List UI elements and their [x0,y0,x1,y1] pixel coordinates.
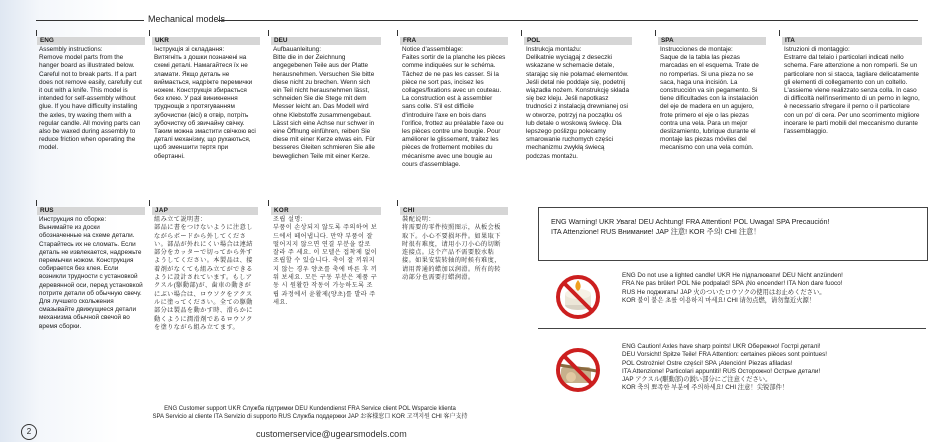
instructions-fra [400,37,508,187]
page-number: 2 [21,424,37,440]
header-rule-right [218,20,918,21]
instructions-pol [524,37,632,187]
corner-tick [655,30,656,36]
candle-warning-line: RUS Не поджигать! JAP 火のついたロウソクの使用はお止めください。 [622,288,826,296]
instructions-text: Instrukcja montażu: Delikatnie wyciągaj z deseczki wskazane w schemacie detale, starając się nie połamać elementów. Jeśli detal nie poddaje się, podetnij wiązadła nożem. Konstrukcję składa się bez kleju. Jeśli napotkasz trudności z instalacją drewnianej osi w otworze, potrzyj na początku oś lub detale o woskową świecę. Dla lepszego poślizgu polecamy smarowanie ruchomych części mechanizmu zwykłą świecą podczas montażu. [526,46,630,160]
axle-warning-line: POL Ostrożnie! Ostre części! SPA ¡Atención! Piezas afiladas! [622,359,793,367]
corner-tick [268,200,269,206]
divider [538,328,926,329]
corner-tick [36,30,37,36]
corner-tick [268,30,269,36]
lang-label: POL [524,37,632,45]
instructions-text: 裝配说明： 将需要的零件按照图示，从板会板取下。小心不要损坏件。如果取下时很有难度，请用小刀小心的切断连接点。这个产品不需要胶水粘接。如果安装转轴的时候有难度，请用普通的蜡加以润滑。所有的转动部分也需要打蜡润滑。 [402,216,501,282]
axle-warning-line: KOR 축의 뾰족한 부분에 주의하세요! CHI 注意！尖锐部件！ [622,384,789,392]
warning-line: ITA Attenzione! RUS Внимание! JAP 注意! KOR 주의! CHI 注意！ [551,227,761,236]
support-line: SPA Servicio al cliente ITA Servizio di supporto RUS Служба поддержки JAP お客様窓口 KOR 고객지원 CHI 客户支持 [152,414,468,420]
lang-label: ITA [782,37,922,45]
corner-tick [149,200,150,206]
section-title: Mechanical models [148,14,226,24]
candle-warning-line: FRA Ne pas brûler! POL Nie podpalać! SPA ¡No encender! ITA Non dare fuoco! [622,280,843,288]
instructions-ukr [152,37,260,187]
instructions-jap [152,207,258,377]
corner-tick [397,30,398,36]
corner-tick [36,200,37,206]
candle-warning-line: KOR 불이 붙은 초를 이용하지 마세요! CHI 请勿点燃，请勿靠近火源！ [622,296,816,304]
instructions-rus [37,207,145,377]
lang-label: RUS [37,207,145,215]
lang-label: FRA [400,37,508,45]
instructions-text: Інструкція зі складання: Витягніть з дошки позначені на схемі деталі. Намагайтеся їх не зламати. Якщо деталь не виймається, надріжте перемички ножем. Конструкція збирається без клею. У разі виникнення труднощів з протягуванням зубочистки (вісі) в отвір, потріть зубочистку об звичайну свічку. Таким можна змастити свічкою всі деталі механізму, що рухаються, щоб зменшити тертя при обертанні. [154,46,256,160]
corner-tick [149,30,150,36]
lang-label: ENG [37,37,145,45]
instructions-text: Assembly instructions: Remove model parts from the hanger board as illustrated below. Careful not to break parts. If a part does not remove easily, carefully cut it out with a knife. This model is intended for self-assembly without glue. If you have difficulty installing the axles, try waxing them with a regular candle. All moving parts can also be waxed during assembly to reduce friction when operating the model. [39,46,142,152]
instructions-text: Notice d'assemblage: Faites sortir de la planche les pièces comme indiquées sur le schéma. Tâchez de ne pas les casser. Si la pièce ne sort pas, incisez les collages/fixations avec un couteau. La construction est à assembler sans colle. S'il est difficile d'introduire l'axe en bois dans l'orifice, frottez au préalable l'axe ou les pièces contre une bougie. Pour améliorer le glissement, traitez les pièces de frottement mobiles du mécanisme avec une bougie au cours d'assemblage. [402,46,506,168]
axle-warning-line: ITA Attenzione! Particolari appuntiti! RUS Осторожно! Острые детали! [622,367,821,375]
warning-line: ENG Warning! UKR Увага! DEU Achtung! FRA Attention! POL Uwaga! SPA Precaución! [551,217,830,226]
lang-label: CHI [400,207,508,215]
axle-warning-line: DEU Vorsicht! Spitze Teile! FRA Attention: certaines pièces sont pointues! [622,351,827,359]
customer-support [90,405,530,421]
instructions-kor [271,207,381,377]
axle-warning-line: ENG Caution! Axles have sharp points! UKR Обережно! Гострі деталі! [622,343,821,350]
sharp-axle-icon [553,345,603,395]
instructions-chi [400,207,508,377]
candle-warning [622,272,922,305]
lang-label: SPA [658,37,766,45]
instructions-deu [271,37,381,187]
instructions-eng [37,37,145,187]
header-rule-left [36,20,144,21]
warning-heading [551,217,921,237]
instructions-text: Instrucciones de montaje: Saque de la tabla las piezas marcadas en el esquema. Trate de no romperlas. Si una pieza no se saca, haga una incisión. La construcción va sin pegamento. Si tiene dificultades con la instalación del eje de madera en un agujero, frote primero el eje o las piezas contra una vela. Para un mejor deslizamiento, lubrique durante el montaje las piezas móviles del mecanismo con una vela común. [660,46,759,152]
no-flame-icon [553,272,603,322]
corner-tick [779,30,780,36]
instructions-text: Istruzioni di montaggio: Estrarre dal telaio i particolari indicati nello schema. Fare attenzione a non romperli. Se un particolare non si stacca, tagliare delicatamente gli elementi di collegamento con un coltello. L'assieme viene realizzato senza colla. In caso di difficoltà nell'inserimento di un perno in legno, è necessario sfregare il perno o il particolare con un po' di cera. Per uno scorrimento migliore incerare le parti mobili del meccanismo durante l'assemblaggio. [784,46,920,136]
axle-warning [622,343,922,393]
support-line: ENG Customer support UKR Служба підтримки DEU Kundendienst FRA Service client POL Wsparcie klienta [164,406,456,412]
axle-warning-line: JAP アクスル(駆動部)の鋭い部分にご注意ください。 [622,376,772,384]
instructions-text: Aufbauanleitung: Bitte die in der Zeichnung angegebenen Teile aus der Platte herausnehmen. Versuchen Sie bitte diese nicht zu brechen. Wenn sich ein Teil nicht herausnehmen lässt, schneiden Sie die Stege mit dem Messer leicht an. Das Modell wird ohne Klebstoffe zusammengebaut. Lässt sich eine Achse nur schwer in eine Öffnung einführen, reiben Sie diese mit einer Kerze etwas ein. Für besseres Gleiten schmieren Sie alle beweglichen Teile mit einer Kerze. [273,46,375,160]
warning-box [538,207,928,261]
instructions-text: 조립 설명: 부품이 손상되지 않도록 주의하여 보드에서 떼어냅니다. 만약 부품이 잘 떨어지지 않으면 연결 부분을 칼로 잘라 주 세요. 이 모델은 접착제 없이 조립할 수 있습니다. 축이 잘 끼워지지 않는 경우 양초를 축에 바른 후 끼워 보세요. 모든 구동 부분은 제품 구동 시 원활한 작동이 가능하도록 조립 과정에서 윤활제(양초)를 발라 주세요. [273,216,378,306]
candle-warning-line: ENG Do not use a lighted candle! UKR Не підпалювати! DEU Nicht anzünden! [622,272,843,279]
lang-label: DEU [271,37,381,45]
instructions-text: 組み立て説明書： 部品に書をつけないように注意しながらボードから外してください。部品が外れにくい場合は連結部分をカッターで切ってから外すようしてください。本製品は、接着剤がなくても組み立てができるように設計されています。もしアクスル(駆動部)が、歯車の動きがにぶい場合は、ロウソクをアクスルに塗ってください。全ての駆動部分は製品を動かす時、滑らかに動くように潤滑剤であるロウソクを塗りながら組み立てます。 [154,216,253,331]
corner-tick [521,30,522,36]
lang-label: JAP [152,207,258,215]
support-email-link[interactable]: customerservice@ugearsmodels.com [256,429,407,439]
instructions-text: Инструкция по сборке: Вынимайте из доски обозначенные на схеме детали. Старайтесь их не сломать. Если деталь не извлекается, надрежьте перемычки ножом. Конструкция собирается без клея. Если возникли трудности с установкой деревянной оси, перед установкой потрите детали об обычную свечу. Для лучшего скольжения смазывайте движущиеся детали механизма обычной свечой во время сборки. [39,216,143,330]
lang-label: UKR [152,37,260,45]
lang-label: KOR [271,207,381,215]
instructions-ita [782,37,922,187]
instructions-spa [658,37,766,187]
corner-tick [397,200,398,206]
